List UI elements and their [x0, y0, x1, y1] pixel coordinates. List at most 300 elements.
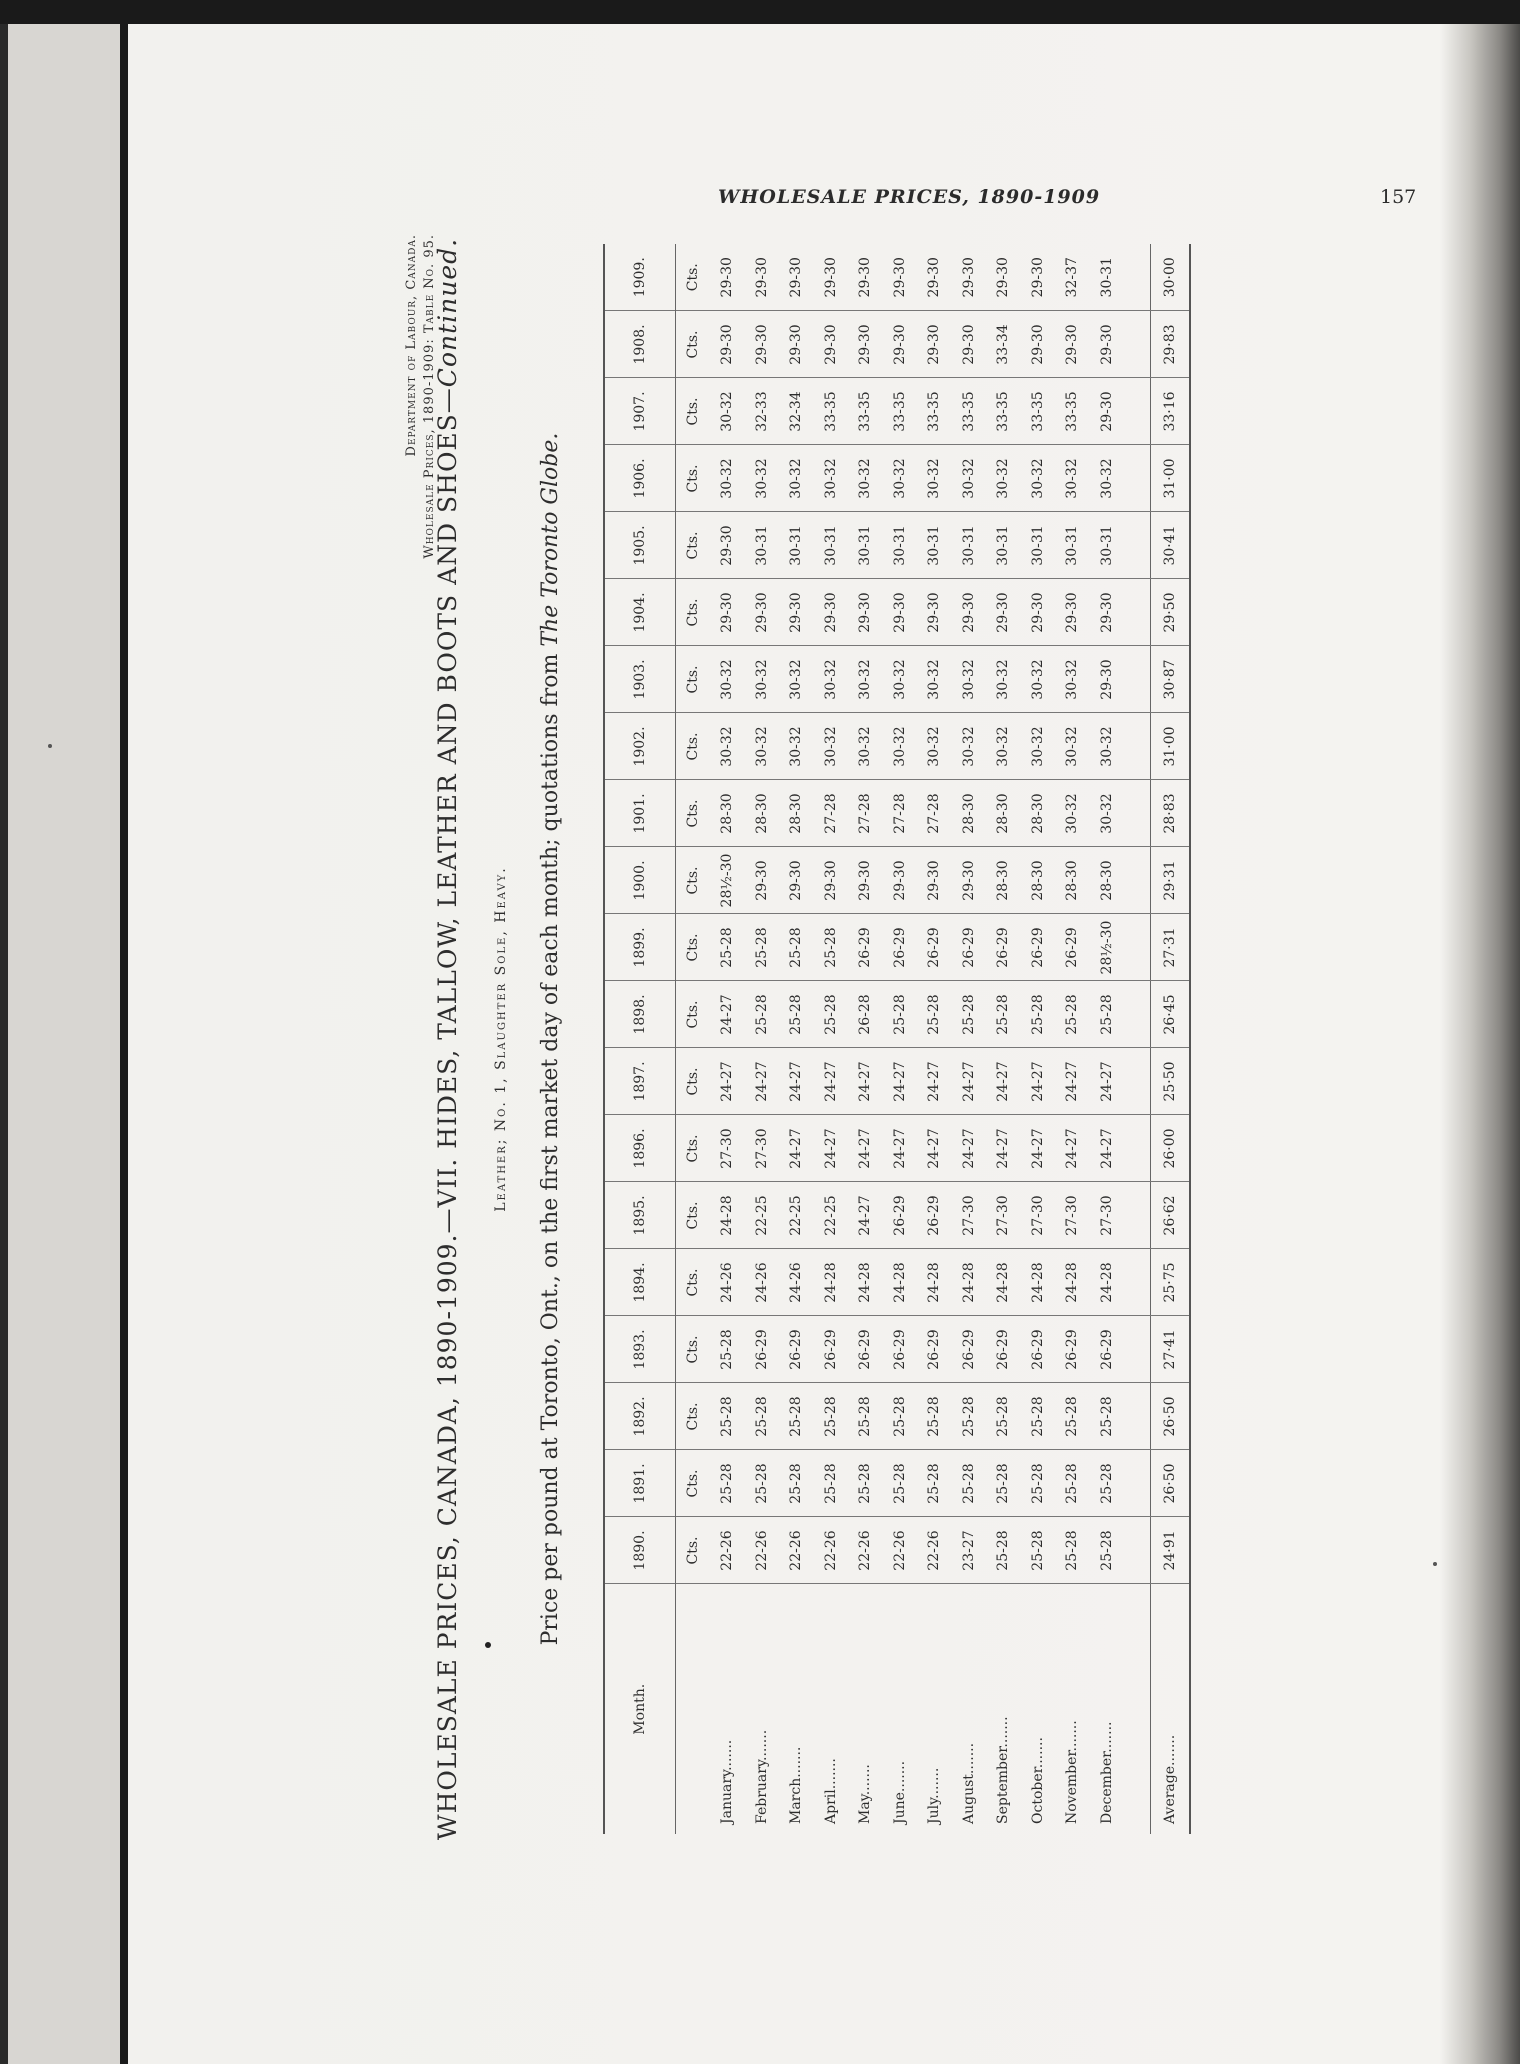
- price-cell: 29-30: [952, 311, 987, 378]
- price-cell: 22-25: [814, 1182, 849, 1249]
- month-cell: May.......: [857, 1764, 874, 1824]
- price-cell: 24-27: [1055, 1048, 1090, 1115]
- year-header: 1907.: [604, 378, 676, 445]
- price-cell: 25-28: [745, 981, 780, 1048]
- table-note-text: Price per pound at Toronto, Ont., on the first market day of each month; quotations from: [538, 646, 563, 1646]
- price-cell: 29-30: [814, 579, 849, 646]
- price-cell: 24-28: [952, 1249, 987, 1316]
- price-cell: 27-28: [917, 780, 952, 847]
- price-cell: 30-32: [952, 713, 987, 780]
- price-cell: 24-27: [952, 1115, 987, 1182]
- price-cell: 30-32: [917, 646, 952, 713]
- price-cell: 30-32: [986, 445, 1021, 512]
- price-cell: 25-28: [745, 1450, 780, 1517]
- year-header: 1895.: [604, 1182, 676, 1249]
- unit-cell: Cts.: [676, 445, 711, 512]
- price-cell: 25-28: [814, 981, 849, 1048]
- department-line: Wholesale Prices, 1890-1909: Table No. 95.: [422, 234, 437, 559]
- price-cell: 25-28: [779, 1450, 814, 1517]
- average-cell: 29·50: [1151, 579, 1191, 646]
- price-cell: 22-26: [883, 1517, 918, 1584]
- price-cell: 24-28: [986, 1249, 1021, 1316]
- price-cell: 28-30: [1021, 847, 1056, 914]
- price-cell: 30-32: [986, 646, 1021, 713]
- price-cell: 29-30: [986, 579, 1021, 646]
- price-cell: 29-30: [917, 847, 952, 914]
- price-cell: 27-28: [848, 780, 883, 847]
- price-cell: 25-28: [1021, 1517, 1056, 1584]
- price-cell: 30-32: [710, 378, 745, 445]
- price-cell: 30-31: [814, 512, 849, 579]
- price-cell: 24-27: [917, 1048, 952, 1115]
- average-cell: 33·16: [1151, 378, 1191, 445]
- price-cell: 24-27: [710, 1048, 745, 1115]
- table-title-suffix: Continued.: [433, 237, 462, 388]
- scanner-top-edge: [0, 0, 1520, 24]
- spacer-cell: [1124, 1450, 1151, 1517]
- price-cell: 25-28: [848, 1383, 883, 1450]
- price-cell: 30-32: [883, 646, 918, 713]
- year-header: 1898.: [604, 981, 676, 1048]
- price-cell: 24-27: [1090, 1115, 1125, 1182]
- spacer-cell: [1124, 512, 1151, 579]
- price-cell: 25-28: [745, 1383, 780, 1450]
- price-cell: 29-30: [1021, 579, 1056, 646]
- price-cell: 30-32: [710, 713, 745, 780]
- year-header: 1901.: [604, 780, 676, 847]
- price-cell: 30-32: [1055, 780, 1090, 847]
- price-cell: 24-28: [710, 1182, 745, 1249]
- average-row: [1151, 244, 1191, 1834]
- price-cell: 24-27: [779, 1048, 814, 1115]
- price-cell: 25-28: [710, 1316, 745, 1383]
- average-cell: 25·50: [1151, 1048, 1191, 1115]
- price-cell: 26-29: [779, 1316, 814, 1383]
- average-cell: 26·50: [1151, 1383, 1191, 1450]
- price-cell: 26-29: [986, 1316, 1021, 1383]
- price-cell: 26-29: [986, 914, 1021, 981]
- year-header: 1906.: [604, 445, 676, 512]
- unit-cell: Cts.: [676, 1517, 711, 1584]
- price-cell: 25-28: [986, 1383, 1021, 1450]
- price-cell: 22-26: [814, 1517, 849, 1584]
- spacer-cell: [1124, 914, 1151, 981]
- price-cell: 30-32: [745, 713, 780, 780]
- average-cell: 26·45: [1151, 981, 1191, 1048]
- price-cell: 26-29: [917, 1316, 952, 1383]
- table-row: [745, 244, 780, 1834]
- price-cell: 30-31: [986, 512, 1021, 579]
- price-cell: 29-30: [883, 311, 918, 378]
- price-cell: 25-28: [710, 1383, 745, 1450]
- table-row: [986, 244, 1021, 1834]
- price-cell: 25-28: [745, 914, 780, 981]
- table-row: [814, 244, 849, 1834]
- price-cell: 27-30: [1090, 1182, 1125, 1249]
- price-cell: 30-31: [745, 512, 780, 579]
- year-header: 1893.: [604, 1316, 676, 1383]
- year-header: 1892.: [604, 1383, 676, 1450]
- price-cell: 29-30: [848, 847, 883, 914]
- year-header: 1891.: [604, 1450, 676, 1517]
- price-cell: 24-27: [986, 1048, 1021, 1115]
- price-cell: 22-26: [745, 1517, 780, 1584]
- price-cell: 29-30: [883, 244, 918, 311]
- year-header: 1899.: [604, 914, 676, 981]
- price-cell: 30-32: [1055, 445, 1090, 512]
- speck-mark: [48, 744, 52, 748]
- price-cell: 29-30: [814, 244, 849, 311]
- price-cell: 30-32: [779, 646, 814, 713]
- price-cell: 26-28: [848, 981, 883, 1048]
- price-cell: 27-30: [952, 1182, 987, 1249]
- price-cell: 30-32: [1090, 445, 1125, 512]
- price-cell: 29-30: [952, 244, 987, 311]
- price-cell: 25-28: [986, 1450, 1021, 1517]
- price-cell: 25-28: [1055, 1517, 1090, 1584]
- month-cell: November.......: [1064, 1720, 1081, 1824]
- unit-cell: Cts.: [676, 1182, 711, 1249]
- price-cell: 24-27: [848, 1182, 883, 1249]
- price-cell: 25-28: [1090, 1383, 1125, 1450]
- price-cell: 30-32: [1055, 646, 1090, 713]
- price-cell: 25-28: [779, 1383, 814, 1450]
- unit-cell: Cts.: [676, 579, 711, 646]
- price-cell: 24-27: [848, 1048, 883, 1115]
- unit-cell: Cts.: [676, 1450, 711, 1517]
- spacer-cell: [1124, 579, 1151, 646]
- price-cell: 24-27: [986, 1115, 1021, 1182]
- price-cell: 30-31: [848, 512, 883, 579]
- price-cell: 24-27: [1090, 1048, 1125, 1115]
- month-cell: July.......: [926, 1767, 943, 1824]
- price-cell: 27-30: [986, 1182, 1021, 1249]
- book-page: [128, 24, 1483, 2064]
- year-header: 1897.: [604, 1048, 676, 1115]
- price-cell: 28-30: [1021, 780, 1056, 847]
- price-cell: 29-30: [814, 311, 849, 378]
- price-cell: 30-32: [814, 445, 849, 512]
- price-cell: 24-27: [917, 1115, 952, 1182]
- unit-cell: Cts.: [676, 512, 711, 579]
- price-cell: 28½-30: [710, 847, 745, 914]
- price-cell: 29-30: [848, 244, 883, 311]
- table-body: [676, 244, 1191, 1834]
- price-cell: 26-29: [883, 1182, 918, 1249]
- average-cell: 24·91: [1151, 1517, 1191, 1584]
- price-cell: 29-30: [745, 579, 780, 646]
- month-cell: December.......: [1098, 1721, 1115, 1824]
- average-label: Average.......: [1151, 1584, 1191, 1834]
- average-cell: 30·41: [1151, 512, 1191, 579]
- month-cell: January.......: [719, 1739, 736, 1824]
- price-cell: 30-32: [848, 646, 883, 713]
- price-cell: 30-32: [814, 713, 849, 780]
- price-cell: 29-30: [779, 311, 814, 378]
- spacer-cell: [1124, 1316, 1151, 1383]
- price-cell: 26-29: [814, 1316, 849, 1383]
- table-row: [883, 244, 918, 1834]
- year-header: 1894.: [604, 1249, 676, 1316]
- price-cell: 25-28: [917, 1383, 952, 1450]
- price-cell: 26-29: [1021, 914, 1056, 981]
- spacer-cell: [1124, 311, 1151, 378]
- price-cell: 26-29: [917, 1182, 952, 1249]
- month-header: Month.: [604, 1584, 676, 1834]
- table-row: [779, 244, 814, 1834]
- price-cell: 24-26: [779, 1249, 814, 1316]
- table-row: [952, 244, 987, 1834]
- table-note-source: The Toronto Globe.: [538, 432, 563, 647]
- unit-cell: Cts.: [676, 378, 711, 445]
- price-cell: 29-30: [779, 244, 814, 311]
- price-cell: 28-30: [1055, 847, 1090, 914]
- price-cell: 24-27: [814, 1048, 849, 1115]
- price-cell: 28-30: [952, 780, 987, 847]
- spacer-cell: [1124, 1517, 1151, 1584]
- price-cell: 30-31: [1090, 244, 1125, 311]
- average-cell: 31·00: [1151, 713, 1191, 780]
- price-cell: 25-28: [986, 1517, 1021, 1584]
- price-cell: 26-29: [883, 1316, 918, 1383]
- spacer-cell: [1124, 1249, 1151, 1316]
- price-cell: 29-30: [779, 579, 814, 646]
- month-cell: February.......: [753, 1729, 770, 1824]
- price-cell: 32-34: [779, 378, 814, 445]
- price-cell: 29-30: [1090, 579, 1125, 646]
- price-cell: 30-32: [710, 646, 745, 713]
- price-cell: 25-28: [883, 1450, 918, 1517]
- price-cell: 24-27: [883, 1048, 918, 1115]
- spacer-row: [1124, 244, 1151, 1834]
- price-cell: 24-28: [814, 1249, 849, 1316]
- table-row: [1055, 244, 1090, 1834]
- price-cell: 29-30: [745, 847, 780, 914]
- price-cell: 27-28: [883, 780, 918, 847]
- price-cell: 33-35: [1055, 378, 1090, 445]
- year-header: 1896.: [604, 1115, 676, 1182]
- price-cell: 28½-30: [1090, 914, 1125, 981]
- average-cell: 29·83: [1151, 311, 1191, 378]
- month-cell: October.......: [1029, 1737, 1046, 1824]
- price-cell: 26-29: [1055, 1316, 1090, 1383]
- price-cell: 30-31: [1055, 512, 1090, 579]
- month-cell: June.......: [891, 1760, 908, 1824]
- price-cell: 25-28: [1090, 1450, 1125, 1517]
- price-cell: 29-30: [710, 311, 745, 378]
- spacer-cell: [1124, 1048, 1151, 1115]
- price-cell: 30-32: [883, 445, 918, 512]
- header-row: [604, 244, 676, 1834]
- price-cell: 24-27: [1021, 1048, 1056, 1115]
- price-cell: 24-27: [883, 1115, 918, 1182]
- price-cell: 30-32: [1055, 713, 1090, 780]
- price-cell: 30-32: [1090, 713, 1125, 780]
- price-cell: 22-26: [917, 1517, 952, 1584]
- month-cell: March.......: [788, 1746, 805, 1824]
- price-cell: 25-28: [917, 1450, 952, 1517]
- price-cell: 30-32: [1021, 646, 1056, 713]
- price-cell: 33-35: [986, 378, 1021, 445]
- price-cell: 25-28: [1055, 981, 1090, 1048]
- price-cell: 29-30: [1090, 311, 1125, 378]
- price-cell: 30-32: [779, 713, 814, 780]
- table-row: [917, 244, 952, 1834]
- price-cell: 26-29: [883, 914, 918, 981]
- speck-mark: [1433, 1562, 1437, 1566]
- price-cell: 25-28: [952, 1383, 987, 1450]
- price-cell: 30-32: [710, 445, 745, 512]
- price-cell: 28-30: [710, 780, 745, 847]
- price-cell: 29-30: [1021, 244, 1056, 311]
- price-cell: 30-32: [1021, 445, 1056, 512]
- price-cell: 27-28: [814, 780, 849, 847]
- price-cell: 25-28: [814, 1450, 849, 1517]
- table-row: [848, 244, 883, 1834]
- price-cell: 24-27: [779, 1115, 814, 1182]
- price-cell: 22-26: [779, 1517, 814, 1584]
- price-cell: 29-30: [745, 244, 780, 311]
- price-cell: 29-30: [814, 847, 849, 914]
- price-cell: 25-28: [883, 1383, 918, 1450]
- price-cell: 26-29: [848, 1316, 883, 1383]
- price-cell: 24-27: [848, 1115, 883, 1182]
- spacer-cell: [1124, 713, 1151, 780]
- price-cell: 29-30: [1090, 646, 1125, 713]
- average-cell: 26·50: [1151, 1450, 1191, 1517]
- year-header: 1903.: [604, 646, 676, 713]
- price-cell: 25-28: [883, 981, 918, 1048]
- price-cell: 25-28: [986, 981, 1021, 1048]
- table-subtitle: Leather; No. 1, Slaughter Sole, Heavy.: [493, 866, 509, 1212]
- price-cell: 33-34: [986, 311, 1021, 378]
- average-cell: 25·75: [1151, 1249, 1191, 1316]
- price-cell: 26-29: [917, 914, 952, 981]
- price-cell: 28-30: [986, 847, 1021, 914]
- price-cell: 30-32: [779, 445, 814, 512]
- unit-cell: Cts.: [676, 981, 711, 1048]
- unit-cell: Cts.: [676, 1115, 711, 1182]
- price-cell: 30-32: [952, 445, 987, 512]
- month-cell: April.......: [822, 1758, 839, 1824]
- price-cell: 24-28: [1055, 1249, 1090, 1316]
- price-cell: 29-30: [779, 847, 814, 914]
- price-cell: 26-29: [1055, 914, 1090, 981]
- price-cell: 30-31: [952, 512, 987, 579]
- price-cell: 25-28: [1090, 1517, 1125, 1584]
- spacer-cell: [1124, 1115, 1151, 1182]
- year-header: 1900.: [604, 847, 676, 914]
- price-cell: 28-30: [986, 780, 1021, 847]
- price-cell: 24-28: [848, 1249, 883, 1316]
- unit-cell: Cts.: [676, 1048, 711, 1115]
- year-header: 1909.: [604, 244, 676, 311]
- price-cell: 24-27: [1055, 1115, 1090, 1182]
- price-cell: 29-30: [883, 579, 918, 646]
- price-cell: 29-30: [917, 311, 952, 378]
- price-cell: 26-29: [745, 1316, 780, 1383]
- rotated-table-block: [403, 214, 1303, 1864]
- price-cell: 22-25: [745, 1182, 780, 1249]
- price-cell: 26-29: [1021, 1316, 1056, 1383]
- table-note: [538, 214, 563, 1864]
- price-cell: 25-28: [779, 981, 814, 1048]
- price-cell: 30-31: [917, 512, 952, 579]
- price-cell: 25-28: [848, 1450, 883, 1517]
- price-cell: 24-27: [745, 1048, 780, 1115]
- department-line: Department of Labour, Canada.: [404, 234, 419, 457]
- price-cell: 30-32: [745, 646, 780, 713]
- price-cell: 29-30: [952, 847, 987, 914]
- year-header: 1890.: [604, 1517, 676, 1584]
- average-cell: 28·83: [1151, 780, 1191, 847]
- average-cell: 30·87: [1151, 646, 1191, 713]
- price-cell: 24-28: [883, 1249, 918, 1316]
- price-table: [603, 244, 1191, 1834]
- price-cell: 32-37: [1055, 244, 1090, 311]
- price-cell: 30-32: [952, 646, 987, 713]
- price-cell: 28-30: [779, 780, 814, 847]
- unit-cell: Cts.: [676, 1383, 711, 1450]
- price-cell: 25-28: [917, 981, 952, 1048]
- price-cell: 24-27: [710, 981, 745, 1048]
- table-row: [710, 244, 745, 1834]
- price-cell: 24-28: [1021, 1249, 1056, 1316]
- price-cell: 29-30: [917, 579, 952, 646]
- price-cell: 30-32: [1090, 780, 1125, 847]
- price-cell: 25-28: [814, 1383, 849, 1450]
- price-cell: 30-32: [1021, 713, 1056, 780]
- page-number: 157: [1380, 186, 1417, 208]
- price-cell: 30-31: [883, 512, 918, 579]
- unit-cell: Cts.: [676, 914, 711, 981]
- price-cell: 27-30: [1021, 1182, 1056, 1249]
- spacer-cell: [1124, 646, 1151, 713]
- price-cell: 25-28: [710, 914, 745, 981]
- spacer-cell: [1124, 378, 1151, 445]
- price-cell: 29-30: [986, 244, 1021, 311]
- unit-cell: Cts.: [676, 646, 711, 713]
- price-cell: 25-28: [1090, 981, 1125, 1048]
- price-cell: 30-32: [917, 445, 952, 512]
- price-cell: 33-35: [917, 378, 952, 445]
- price-cell: 29-30: [710, 244, 745, 311]
- spacer-cell: [1124, 1584, 1151, 1834]
- month-cell: September.......: [995, 1716, 1012, 1824]
- price-cell: 29-30: [1055, 311, 1090, 378]
- price-cell: 29-30: [710, 512, 745, 579]
- average-cell: 30·00: [1151, 244, 1191, 311]
- price-cell: 24-27: [952, 1048, 987, 1115]
- price-cell: 27-30: [1055, 1182, 1090, 1249]
- year-header: 1908.: [604, 311, 676, 378]
- running-head: WHOLESALE PRICES, 1890-1909: [718, 186, 1101, 208]
- year-header: 1904.: [604, 579, 676, 646]
- average-cell: 26·00: [1151, 1115, 1191, 1182]
- price-cell: 24-28: [917, 1249, 952, 1316]
- price-cell: 29-30: [917, 244, 952, 311]
- price-cell: 30-32: [848, 445, 883, 512]
- price-cell: 29-30: [745, 311, 780, 378]
- price-cell: 30-32: [986, 713, 1021, 780]
- price-cell: 29-30: [710, 579, 745, 646]
- price-cell: 26-29: [848, 914, 883, 981]
- price-cell: 24-27: [1021, 1115, 1056, 1182]
- price-cell: 25-28: [1055, 1383, 1090, 1450]
- table-row: [1021, 244, 1056, 1834]
- average-cell: 27·31: [1151, 914, 1191, 981]
- price-cell: 29-30: [1090, 378, 1125, 445]
